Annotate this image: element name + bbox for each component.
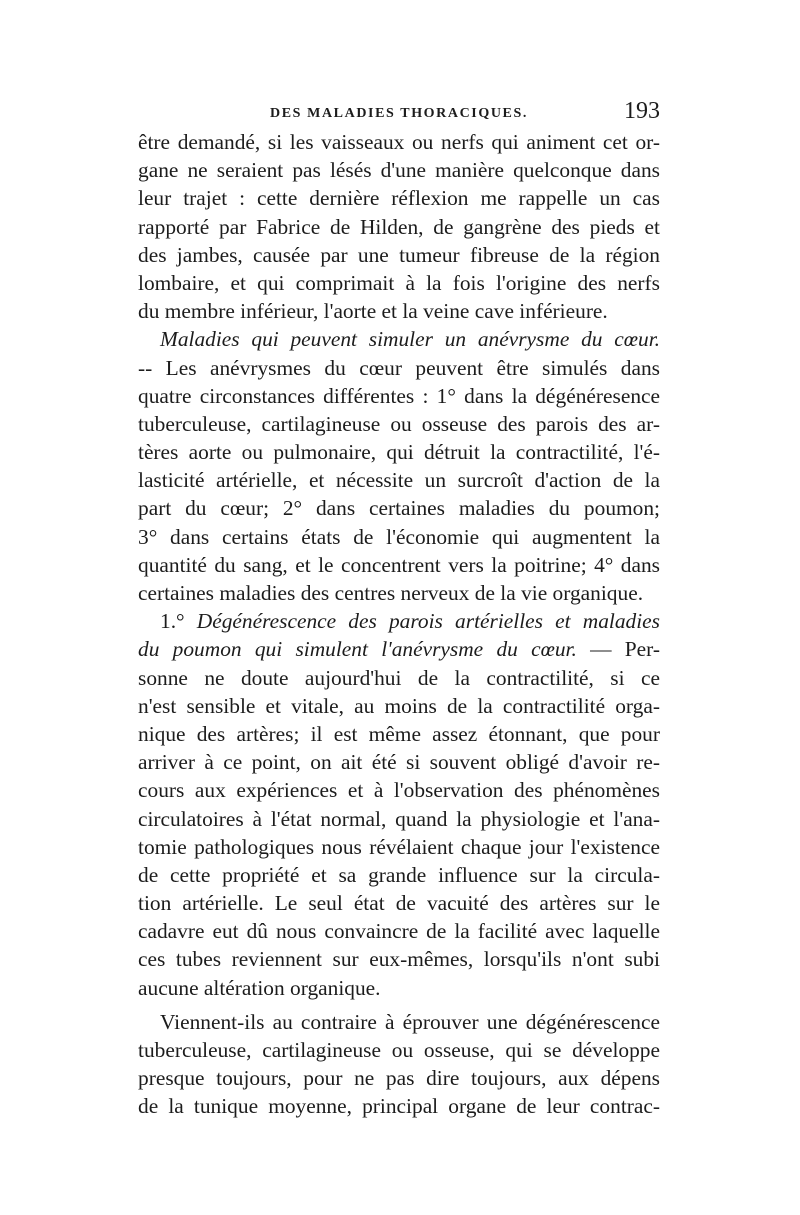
text-line: lombaire, et qui comprimait à la fois l'origine des nerfs: [138, 270, 660, 295]
text-line: quatre circonstances différentes : 1° dans la dégénéresence: [138, 383, 660, 408]
body-text: [138, 128, 660, 1121]
text-line: 3° dans certains états de l'économie qui augmentent la: [138, 524, 660, 549]
text-line: tuberculeuse, cartilagineuse ou osseuse, qui se développe: [138, 1038, 660, 1062]
text-line: cours aux expériences et à l'observation des phénomènes: [138, 778, 660, 803]
text-line: presque toujours, pour ne pas dire toujours, aux dépens: [138, 1066, 660, 1091]
text-line: tion artérielle. Le seul état de vacuité des artères sur le: [138, 891, 660, 916]
text-line: de cette propriété et sa grande influence sur la circula-: [138, 862, 660, 887]
text-line: n'est sensible et vitale, au moins de la contractilité orga-: [138, 693, 660, 718]
text-line: circulatoires à l'état normal, quand la physiologie et l'ana-: [138, 806, 660, 831]
text-line: être demandé, si les vaisseaux ou nerfs qui animent cet or-: [138, 130, 660, 154]
text-line: lasticité artérielle, et nécessite un surcroît d'action de la: [138, 468, 660, 493]
running-title: DES MALADIES THORACIQUES.: [270, 106, 528, 121]
text-line: cadavre eut dû nous convaincre de la facilité avec laquelle: [138, 919, 660, 944]
text-line: sonne ne doute aujourd'hui de la contractilité, si ce: [138, 665, 660, 690]
running-head: [138, 98, 660, 128]
text-line: gane ne seraient pas lésés d'une manière quelconque dans: [138, 158, 660, 183]
text-line: certaines maladies des centres nerveux de la vie organique.: [138, 581, 644, 605]
text-line: leur trajet : cette dernière réflexion me rappelle un cas: [138, 186, 660, 211]
text-line: quantité du sang, et le concentrent vers la poitrine; 4° dans: [138, 552, 660, 577]
text-line: des jambes, causée par une tumeur fibreuse de la région: [138, 242, 660, 267]
section-heading: Maladies qui peuvent simuler un anévrysme du cœur.: [160, 327, 660, 352]
text-line: du membre inférieur, l'aorte et la veine cave inférieure.: [138, 299, 608, 324]
text-line: tères aorte ou pulmonaire, qui détruit la contractilité, l'é-: [138, 440, 660, 465]
text-line: part du cœur; 2° dans certaines maladies du poumon;: [138, 496, 660, 521]
text-line: nique des artères; il est même assez étonnant, que pour: [138, 721, 660, 746]
text-line: ces tubes reviennent sur eux-mêmes, lorsqu'ils n'ont subi: [138, 947, 660, 972]
page-number: 193: [624, 98, 660, 124]
text-line: du poumon qui simulent l'anévrysme du cœur. — Per-: [138, 637, 660, 662]
text-line: aucune altération organique.: [138, 975, 381, 1000]
text-line: de la tunique moyenne, principal organe de leur contrac-: [138, 1094, 660, 1119]
text-line: tuberculeuse, cartilagineuse ou osseuse des parois des ar-: [138, 411, 660, 436]
text-line: Viennent-ils au contraire à éprouver une dégénérescence: [160, 1009, 660, 1034]
text-line: arriver à ce point, on ait été si souvent obligé d'avoir re-: [138, 750, 660, 775]
text-line: rapporté par Fabrice de Hilden, de gangrène des pieds et: [138, 214, 660, 239]
text-line: tomie pathologiques nous révélaient chaque jour l'existence: [138, 834, 660, 859]
text-line: -- Les anévrysmes du cœur peuvent être simulés dans: [138, 355, 660, 380]
section-heading: 1.° Dégénérescence des parois artérielles et maladies: [160, 609, 660, 634]
